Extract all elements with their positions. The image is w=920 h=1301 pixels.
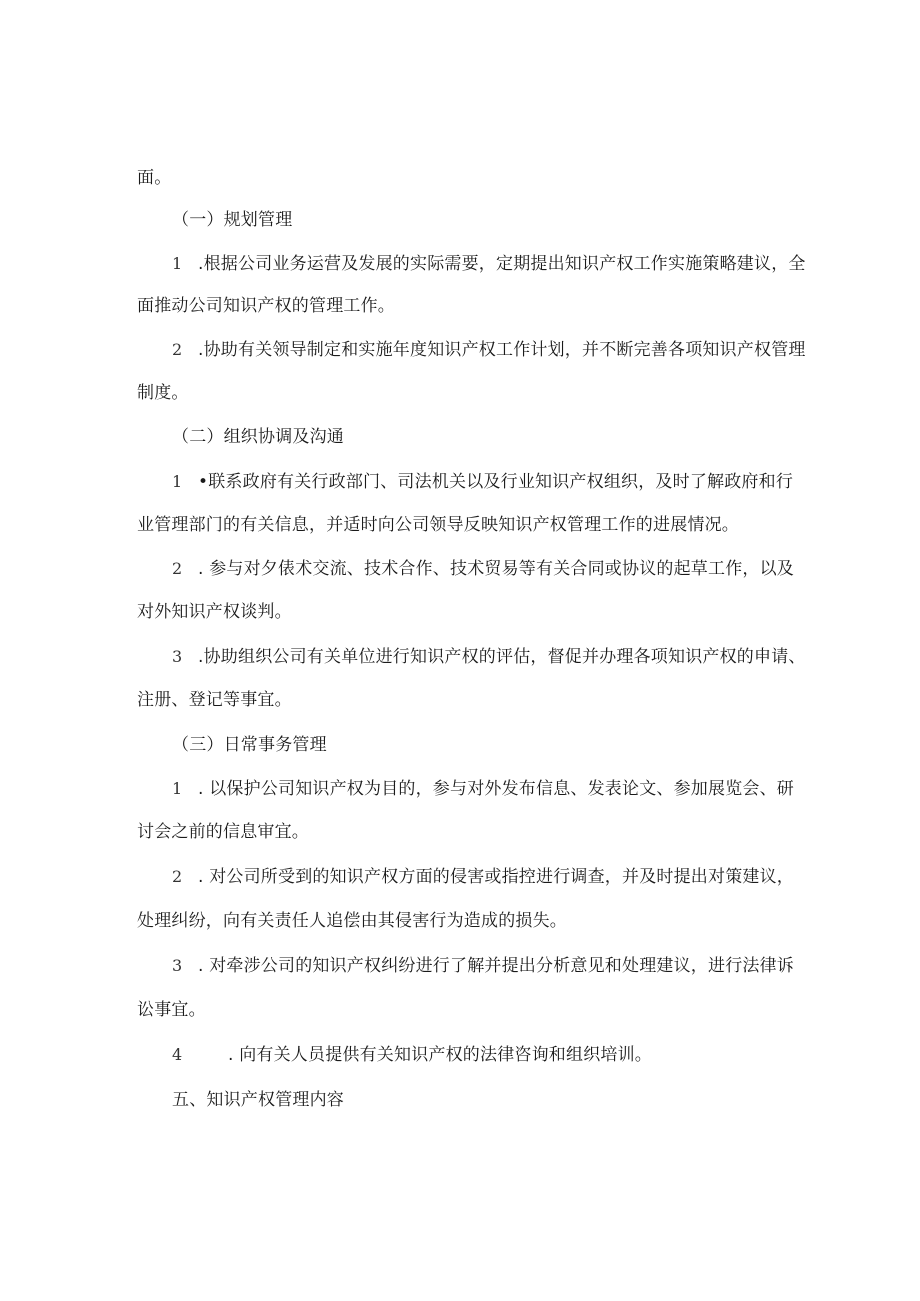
list-item — [172, 777, 794, 801]
item-number: 3 — [172, 647, 183, 666]
item-continuation: 讨会之前的信息审宜。 — [137, 822, 309, 842]
item-number: 3 — [172, 956, 183, 975]
item-continuation: 讼事宜。 — [137, 1000, 206, 1020]
item-text: . 以保护公司知识产权为目的，参与对外发布信息、发表论文、参加展览会、研 — [198, 779, 795, 799]
item-continuation: 处理纠纷，向有关责任人追偿由其侵害行为造成的损失。 — [137, 911, 567, 931]
item-continuation: 注册、登记等事宜。 — [137, 690, 292, 710]
list-item — [172, 954, 794, 978]
list-item — [172, 557, 794, 581]
item-number: 2 — [172, 340, 183, 359]
list-item — [172, 338, 806, 362]
list-item — [172, 645, 806, 669]
item-continuation: 对外知识产权谈判。 — [137, 602, 292, 622]
list-item — [172, 865, 794, 889]
section-heading-coordination: （二）组织协调及沟通 — [172, 427, 344, 447]
item-text: . 对牵涉公司的知识产权纠纷进行了解并提出分析意见和处理建议，进行法律诉 — [198, 956, 795, 976]
item-continuation: 业管理部门的有关信息，并适时向公司领导反映知识产权管理工作的进展情况。 — [137, 515, 739, 535]
item-continuation: 制度。 — [137, 383, 189, 403]
item-text: .根据公司业务运营及发展的实际需要，定期提出知识产权工作实施策略建议，全 — [198, 254, 806, 274]
list-item — [172, 470, 793, 494]
item-number: 4 — [172, 1045, 183, 1064]
list-item — [172, 252, 806, 276]
item-continuation: 面推动公司知识产权的管理工作。 — [137, 296, 395, 316]
next-section-heading: 五、知识产权管理内容 — [172, 1090, 344, 1110]
section-heading-planning: （一）规划管理 — [172, 210, 293, 230]
item-text: . 参与对夕俵术交流、技术合作、技术贸易等有关合同或协议的起草工作，以及 — [198, 559, 795, 579]
item-text: . 向有关人员提供有关知识产权的法律咨询和组织培训。 — [228, 1045, 653, 1065]
list-item — [172, 1043, 652, 1067]
item-number: 1 — [172, 254, 183, 273]
item-number: 1 — [172, 472, 183, 491]
continuation-text: 面。 — [137, 168, 172, 188]
item-text: .协助有关领导制定和实施年度知识产权工作计划，并不断完善各项知识产权管理 — [198, 340, 806, 360]
item-text: •联系政府有关行政部门、司法机关以及行业知识产权组织，及时了解政府和行 — [198, 472, 794, 492]
item-text: . 对公司所受到的知识产权方面的侵害或指控进行调查，并及时提出对策建议， — [198, 867, 795, 887]
item-number: 2 — [172, 559, 183, 578]
section-heading-daily-affairs: （三）日常事务管理 — [172, 735, 327, 755]
item-text: .协助组织公司有关单位进行知识产权的评估，督促并办理各项知识产权的申请、 — [198, 647, 806, 667]
item-number: 1 — [172, 779, 183, 798]
item-number: 2 — [172, 867, 183, 886]
